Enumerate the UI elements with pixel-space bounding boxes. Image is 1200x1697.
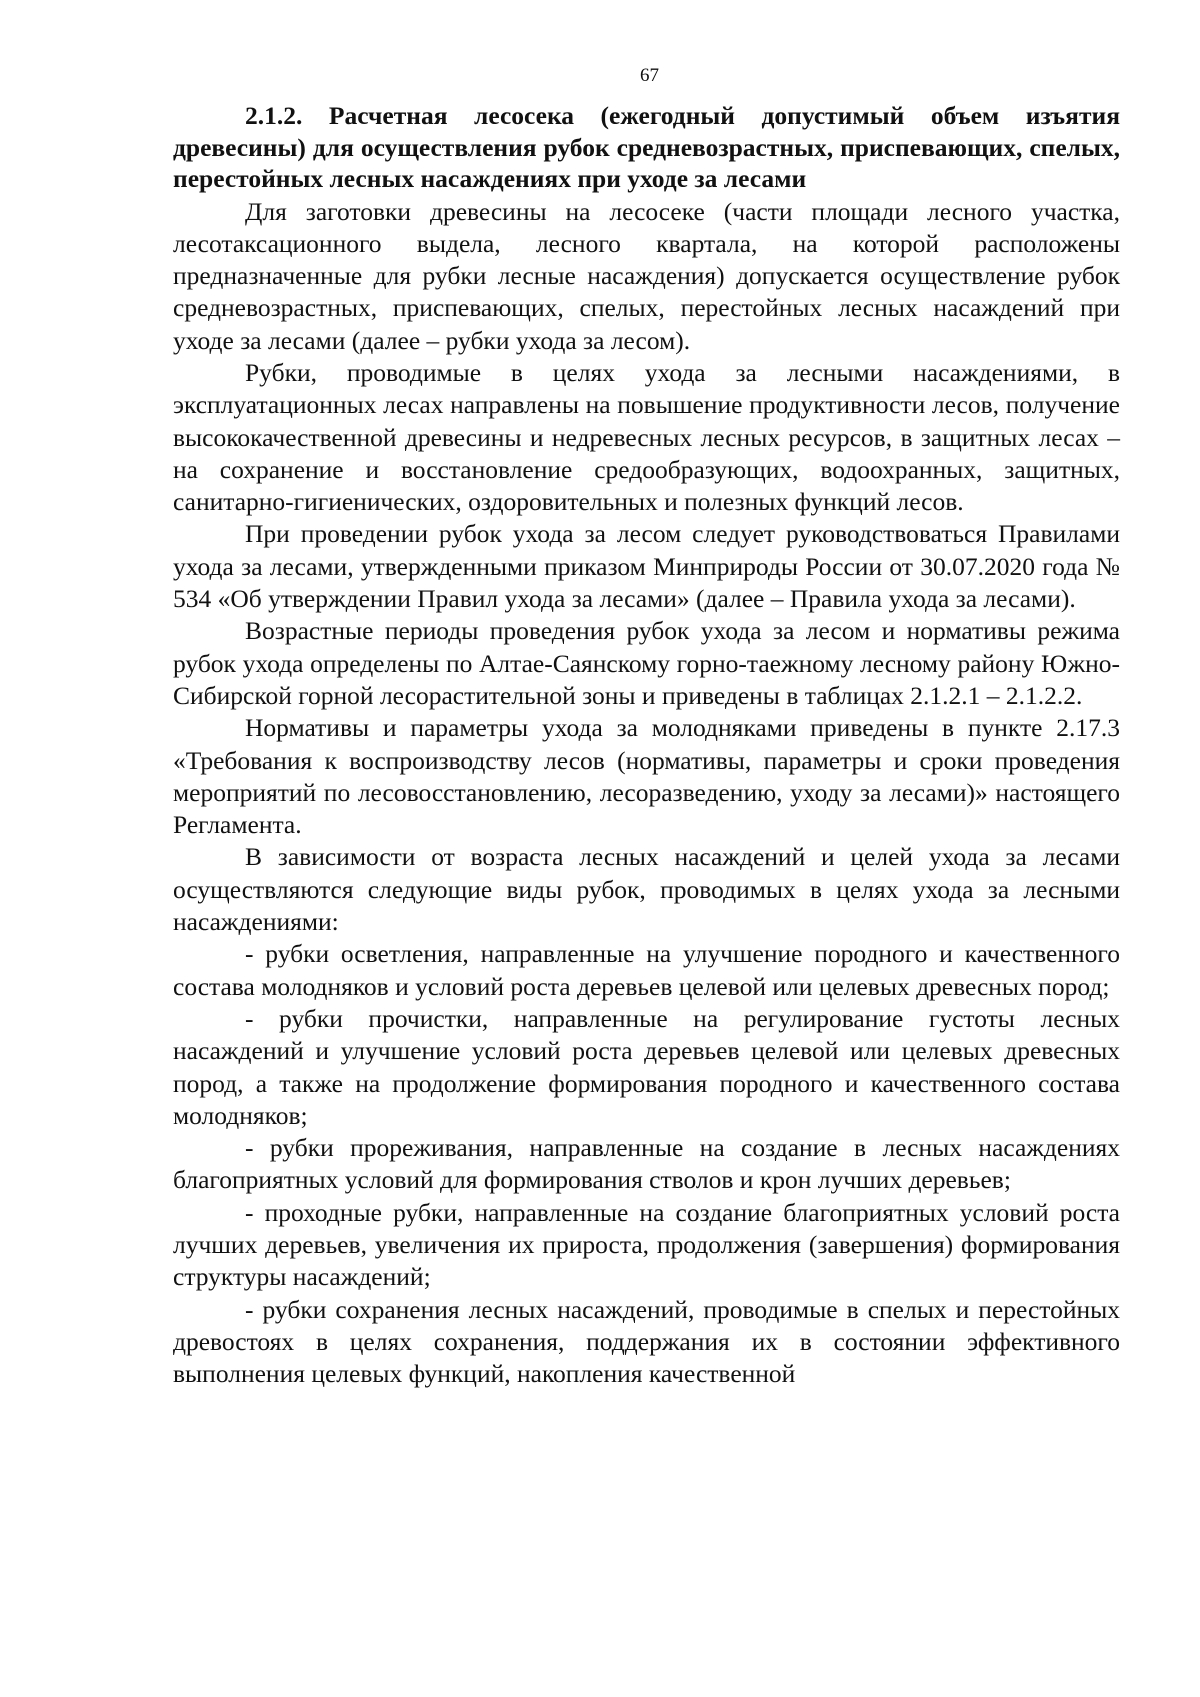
section-heading: 2.1.2. Расчетная лесосека (ежегодный допустимый объем изъятия древесины) для осуществления рубок средневозрастных, приспевающих, спелых, перестойных лесных насаждениях при уходе за лесами	[173, 101, 1120, 193]
paragraph: В зависимости от возраста лесных насаждений и целей ухода за лесами осуществляются следующие виды рубок, проводимых в целях ухода за лесными насаждениями:	[173, 842, 1120, 937]
page-number: 67	[640, 65, 659, 86]
list-item: - рубки прочистки, направленные на регулирование густоты лесных насаждений и улучшение условий роста деревьев целевой или целевых древесных пород, а также на продолжение формирования породного и качественного состава молодняков;	[173, 1003, 1120, 1130]
list-item: - рубки сохранения лесных насаждений, проводимые в спелых и перестойных древостоях в целях сохранения, поддержания их в состоянии эффективного выполнения целевых функций, накопления качественной	[173, 1294, 1120, 1389]
document-page	[173, 64, 1120, 1390]
paragraph: При проведении рубок ухода за лесом следует руководствоваться Правилами ухода за лесами, утвержденными приказом Минприроды России от 30.07.2020 года № 534 «Об утверждении Правил ухода за лесами» (далее – Правила ухода за лесами).	[173, 519, 1120, 614]
list-item: - рубки прореживания, направленные на создание в лесных насаждениях благоприятных условий для формирования стволов и крон лучших деревьев;	[173, 1133, 1120, 1195]
paragraph: Нормативы и параметры ухода за молодняками приведены в пункте 2.17.3 «Требования к воспроизводству лесов (нормативы, параметры и сроки проведения мероприятий по лесовосстановлению, лесоразведению, уходу за лесами)» настоящего Регламента.	[173, 713, 1120, 840]
list-item: - проходные рубки, направленные на создание благоприятных условий роста лучших деревьев, увеличения их прироста, продолжения (завершения) формирования структуры насаждений;	[173, 1197, 1120, 1292]
paragraph: Возрастные периоды проведения рубок ухода за лесом и нормативы режима рубок ухода определены по Алтае-Саянскому горно-таежному лесному району Южно-Сибирской горной лесорастительной зоны и приведены в таблицах 2.1.2.1 – 2.1.2.2.	[173, 616, 1120, 710]
paragraph: Для заготовки древесины на лесосеке (части площади лесного участка, лесотаксационного выдела, лесного квартала, на которой расположены предназначенные для рубки лесные насаждения) допускается осуществление рубок средневозрастных, приспевающих, спелых, перестойных лесных насаждений при уходе за лесами (далее – рубки ухода за лесом).	[173, 196, 1120, 355]
list-item: - рубки осветления, направленные на улучшение породного и качественного состава молодняков и условий роста деревьев целевой или целевых древесных пород;	[173, 939, 1120, 1001]
paragraph: Рубки, проводимые в целях ухода за лесными насаждениями, в эксплуатационных лесах направлены на повышение продуктивности лесов, получение высококачественной древесины и недревесных лесных ресурсов, в защитных лесах – на сохранение и восстановление средообразующих, водоохранных, защитных, санитарно-гигиенических, оздоровительных и полезных функций лесов.	[173, 357, 1120, 517]
